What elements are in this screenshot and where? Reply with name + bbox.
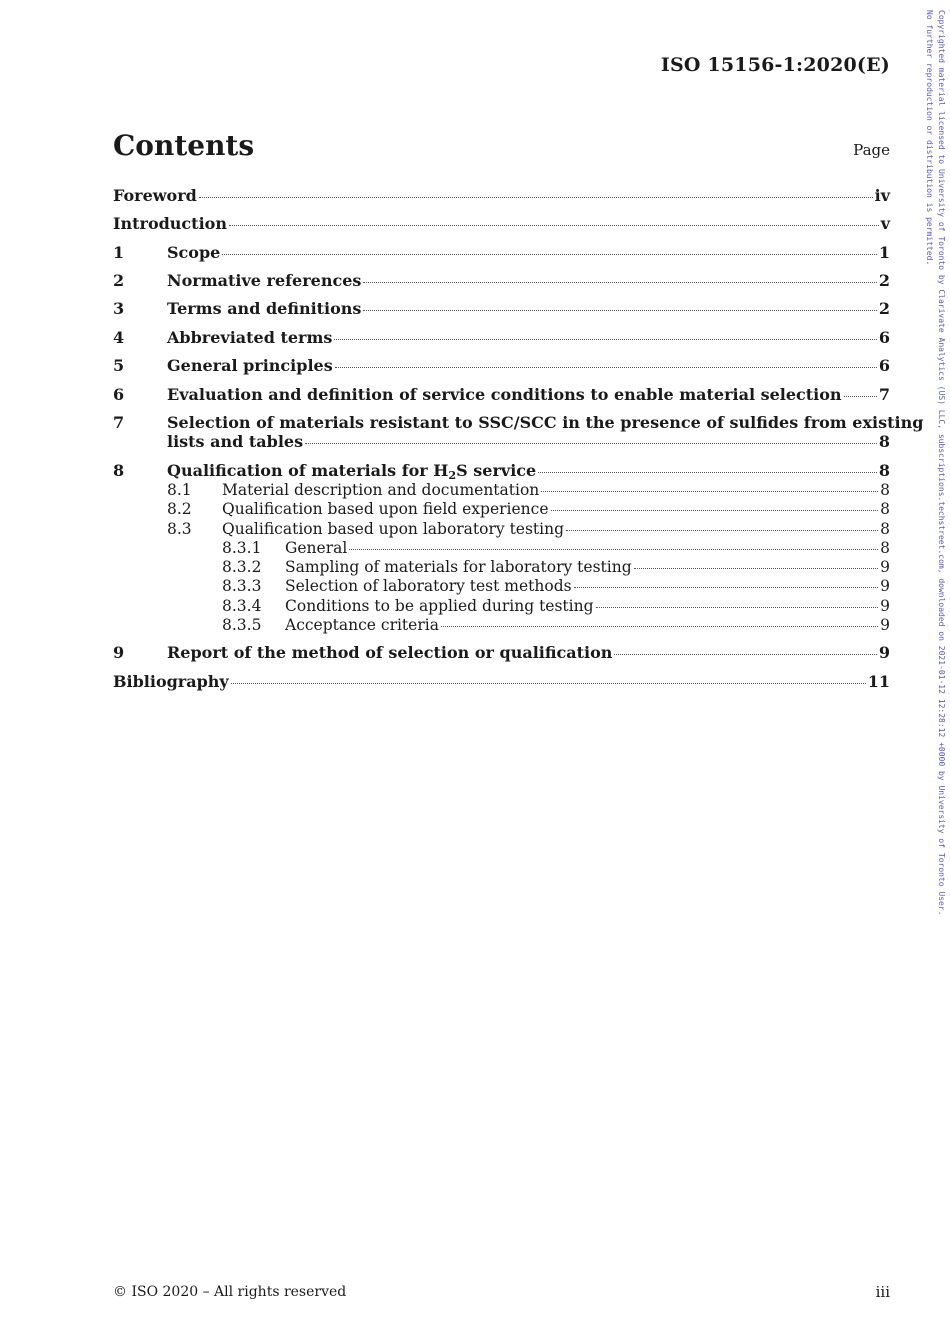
toc-entry-abbreviated-terms[interactable] xyxy=(113,328,890,348)
toc-title: Normative references xyxy=(167,271,362,290)
toc-entry-8-3-4[interactable] xyxy=(222,596,890,616)
dot-leader xyxy=(634,567,879,569)
dot-leader xyxy=(199,196,873,198)
toc-title: Qualification based upon field experience xyxy=(222,500,549,518)
footer-page-number: iii xyxy=(875,1283,890,1301)
toc-title: Abbreviated terms xyxy=(167,328,333,347)
toc-page: 8 xyxy=(878,432,890,451)
dot-leader xyxy=(538,471,877,473)
toc-entry-8-1[interactable] xyxy=(167,480,890,500)
toc-entry-scope[interactable] xyxy=(113,243,890,263)
footer-copyright: © ISO 2020 – All rights reserved xyxy=(113,1284,347,1300)
toc-page: 8 xyxy=(880,539,890,557)
dot-leader xyxy=(614,653,876,655)
toc-page: 7 xyxy=(878,385,890,404)
dot-leader xyxy=(335,366,877,368)
toc-title-line-2: lists and tables xyxy=(167,432,304,451)
toc-page: 1 xyxy=(878,243,890,262)
toc-entry-terms-definitions[interactable] xyxy=(113,299,890,319)
toc-entry-8-3-1[interactable] xyxy=(222,538,890,558)
toc-number: 6 xyxy=(113,385,125,404)
document-id: ISO 15156-1:2020(E) xyxy=(660,54,890,76)
dot-leader xyxy=(349,548,878,550)
toc-entry-introduction[interactable] xyxy=(113,214,890,234)
toc-entry-bibliography[interactable] xyxy=(113,672,890,692)
toc-title: Qualification based upon laboratory testing xyxy=(222,520,565,538)
toc-entry-8-3-5[interactable] xyxy=(222,615,890,635)
dot-leader xyxy=(363,309,876,311)
dot-leader xyxy=(574,586,879,588)
toc-entry-8-3-3[interactable] xyxy=(222,576,890,596)
toc-number: 8.3.4 xyxy=(222,597,262,615)
toc-title-line-1: Selection of materials resistant to SSC/SCC in the presence of sulfides from existing xyxy=(167,413,924,432)
toc-entry-8-3-2[interactable] xyxy=(222,557,890,577)
dot-leader xyxy=(231,682,866,684)
dot-leader xyxy=(596,606,879,608)
toc-page: 9 xyxy=(880,558,890,576)
toc-number: 1 xyxy=(113,243,125,262)
toc-page: 9 xyxy=(878,643,890,662)
toc-page: 11 xyxy=(867,672,890,691)
toc-title: Material description and documentation xyxy=(222,481,540,499)
toc-page: 6 xyxy=(878,328,890,347)
toc-title: Sampling of materials for laboratory testing xyxy=(285,558,632,576)
toc-number: 4 xyxy=(113,328,125,347)
toc-page: 8 xyxy=(880,500,890,518)
toc-page: 8 xyxy=(878,461,890,480)
dot-leader xyxy=(566,529,878,531)
toc-number: 3 xyxy=(113,299,125,318)
toc-entry-service-conditions[interactable] xyxy=(113,385,890,405)
toc-number: 8.1 xyxy=(167,481,192,499)
toc-title: Foreword xyxy=(113,186,197,205)
toc-title: Bibliography xyxy=(113,672,229,691)
dot-leader xyxy=(229,224,879,226)
toc-title: Acceptance criteria xyxy=(285,616,439,634)
toc-title: Qualification of materials for $H_2S$ service xyxy=(167,461,537,482)
dot-leader xyxy=(305,442,877,444)
toc-title: Selection of laboratory test methods xyxy=(285,577,572,595)
toc-page: 9 xyxy=(880,597,890,615)
toc-page: 9 xyxy=(880,577,890,595)
dot-leader xyxy=(334,338,876,340)
dot-leader xyxy=(222,253,877,255)
toc-entry-normative-references[interactable] xyxy=(113,271,890,291)
toc-number: 8.3.1 xyxy=(222,539,262,557)
toc-title: Terms and definitions xyxy=(167,299,362,318)
dot-leader xyxy=(541,490,878,492)
toc-page: v xyxy=(880,214,890,233)
toc-page: 6 xyxy=(878,356,890,375)
toc-entry-foreword[interactable] xyxy=(113,186,890,206)
toc-title: Conditions to be applied during testing xyxy=(285,597,594,615)
copyright-watermark xyxy=(923,10,947,915)
toc-page: 9 xyxy=(880,616,890,634)
toc-page: iv xyxy=(874,186,890,205)
toc-title: General principles xyxy=(167,356,333,375)
toc-entry-material-selection[interactable] xyxy=(113,413,924,452)
toc-entry-8-3[interactable] xyxy=(167,519,890,539)
toc-number: 8.3.2 xyxy=(222,558,262,576)
toc-number: 5 xyxy=(113,356,125,375)
dot-leader xyxy=(844,395,877,397)
toc-title: Introduction xyxy=(113,214,227,233)
watermark-line-2: No further reproduction or distribution is permitted. xyxy=(925,10,934,266)
toc-number: 9 xyxy=(113,643,125,662)
page-column-label: Page xyxy=(853,141,890,159)
toc-entry-8-2[interactable] xyxy=(167,499,890,519)
toc-number: 7 xyxy=(113,413,125,432)
toc-entry-general-principles[interactable] xyxy=(113,356,890,376)
watermark-line-1: Copyrighted material licensed to University of Toronto by Clarivate Analytics (US) LLC, subscriptions.techstreet.com, downloaded on 2021-01-12 12:28:12 +0000 by University of Toronto User. xyxy=(937,10,946,916)
toc-number: 8 xyxy=(113,461,125,480)
toc-number: 8.3.5 xyxy=(222,616,262,634)
toc-number: 8.3.3 xyxy=(222,577,262,595)
toc-number: 8.3 xyxy=(167,520,192,538)
contents-heading: Contents xyxy=(113,129,255,162)
toc-page: 8 xyxy=(880,481,890,499)
toc-page: 2 xyxy=(878,299,890,318)
dot-leader xyxy=(363,281,876,283)
toc-page: 2 xyxy=(878,271,890,290)
toc-entry-report[interactable] xyxy=(113,643,890,663)
toc-page: 8 xyxy=(880,520,890,538)
dot-leader xyxy=(441,625,878,627)
toc-title: Scope xyxy=(167,243,221,262)
toc-number: 2 xyxy=(113,271,125,290)
toc-number: 8.2 xyxy=(167,500,192,518)
toc-title: Evaluation and definition of service conditions to enable material selection xyxy=(167,385,842,404)
dot-leader xyxy=(551,509,879,511)
toc-title: General xyxy=(285,539,348,557)
toc-title: Report of the method of selection or qualification xyxy=(167,643,613,662)
